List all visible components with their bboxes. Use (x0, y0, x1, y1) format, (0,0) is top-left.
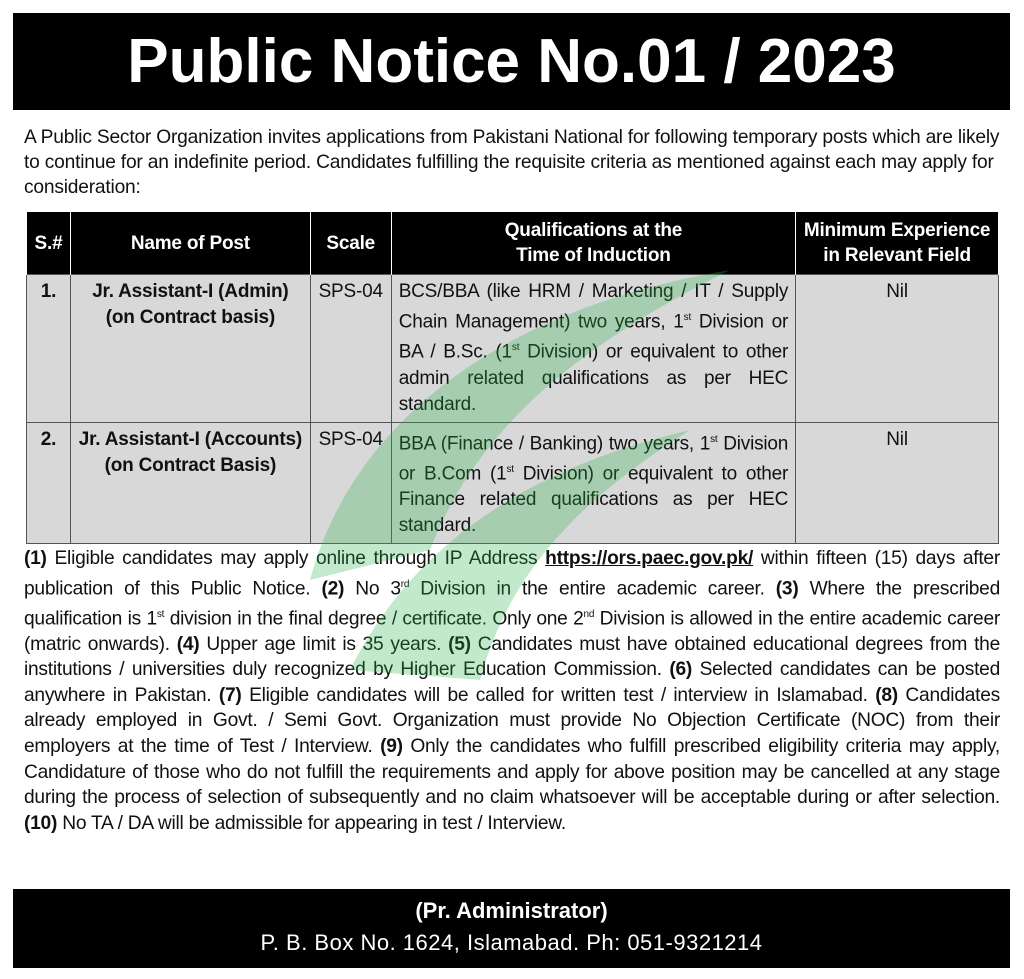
intro-paragraph: A Public Sector Organization invites applications from Pakistani National for following temporary posts which are likely to continue for an indefinite period. Candidates fulfilling the requisite criteria as mentioned against each may apply for consideration: (24, 127, 1000, 198)
condition-text: Eligible candidates will be called for written test / interview in Islamabad. (241, 684, 876, 706)
qual-text: BBA (Finance / Banking) two years, 1 (398, 432, 711, 454)
header-scale: Scale (310, 212, 391, 275)
table-row (27, 422, 999, 544)
row-experience: Nil (796, 275, 999, 423)
table-row (27, 275, 999, 423)
condition-text: Division in the entire academic career. (409, 577, 776, 599)
condition-text: within fifteen (15) days after publication of this Public Notice. (24, 548, 1000, 599)
post-name: Jr. Assistant-I (Accounts) (78, 428, 302, 450)
condition-number: (5) (448, 633, 471, 655)
header-qual-line2: Time of Induction (516, 245, 671, 266)
condition-number: (6) (669, 659, 693, 681)
condition-text: Division is allowed in the entire academic career (matric onwards). (24, 607, 1001, 655)
condition-text: No 3 (344, 577, 401, 599)
condition-text: Candidates must have obtained educational degrees from the institutions / universities duly recognized by Higher Education Commission. (24, 633, 1000, 681)
footer-admin: (Pr. Administrator) (415, 898, 608, 923)
qual-text: Division or B.Com (1 (398, 432, 789, 485)
condition-text: Candidates already employed in Govt. / Semi Govt. Organization must provide No Objection Certificate (NOC) from their employers at the time of Test / Interview. (24, 684, 1001, 757)
post-basis: (on Contract Basis) (104, 454, 277, 476)
row-post (70, 422, 310, 544)
header-sn: S.# (27, 212, 71, 275)
notice-title-bar (13, 13, 1010, 110)
condition-number: (9) (380, 735, 403, 757)
condition-number: (8) (875, 684, 898, 706)
condition-number: (10) (24, 812, 58, 834)
row-post (70, 275, 310, 423)
condition-text: Eligible candidates may apply online through IP Address (46, 548, 546, 569)
apply-url-link[interactable]: https://ors.paec.gov.pk/ (545, 548, 754, 569)
qual-text: Division) or equivalent to other admin related qualifications as per HEC standard. (398, 341, 789, 415)
table-header-row (27, 212, 999, 275)
condition-sup: rd (400, 578, 410, 590)
conditions-paragraph (24, 546, 1000, 836)
header-qualifications (391, 212, 795, 275)
qual-text: BCS/BBA (like HRM / Marketing / IT / Supply Chain Management) two years, 1 (398, 281, 789, 333)
condition-text: No TA / DA will be admissible for appearing in test / Interview. (57, 812, 566, 834)
row-scale: SPS-04 (310, 275, 391, 423)
header-exp-line1: Minimum Experience (803, 220, 991, 241)
qual-sup: st (710, 433, 718, 445)
header-qual-line1: Qualifications at the (504, 220, 683, 241)
row-qualification (391, 422, 795, 544)
qual-text: Division) or equivalent to other Finance related qualifications as per HEC standard. (398, 463, 789, 537)
qual-sup: st (506, 463, 514, 475)
condition-text: Only the candidates who fulfill prescribed eligibility criteria may apply, Candidature of those who do not fulfill the requirements and apply for above position may be cancelled at any stage during the process of selection of subsequently and no claim whatsoever will be acceptable during or after selection. (24, 735, 1000, 809)
row-scale: SPS-04 (310, 422, 391, 544)
header-post: Name of Post (70, 212, 310, 275)
condition-text: Selected candidates can be posted anywhere in Pakistan. (24, 659, 1000, 706)
header-experience (796, 212, 999, 275)
post-basis: (on Contract basis) (105, 307, 276, 328)
condition-number: (1) (24, 548, 47, 569)
condition-number: (3) (775, 577, 799, 599)
footer-bar (13, 889, 1010, 968)
condition-sup: st (156, 608, 165, 620)
condition-number: (2) (321, 577, 345, 599)
condition-sup: nd (583, 608, 595, 620)
condition-text: division in the final degree / certificate. Only one 2 (164, 607, 584, 629)
footer-address: P. B. Box No. 1624, Islamabad. Ph: 051-9321214 (260, 930, 763, 955)
qual-sup: st (683, 312, 692, 323)
header-exp-line2: in Relevant Field (823, 245, 971, 266)
condition-number: (4) (176, 633, 200, 655)
post-name: Jr. Assistant-I (Admin) (92, 281, 289, 302)
notice-title: Public Notice No.01 / 2023 (127, 27, 896, 96)
row-qualification (391, 275, 795, 423)
posts-table (26, 212, 999, 544)
qual-text: Division or BA / B.Sc. (1 (398, 311, 789, 363)
row-sn: 2. (27, 422, 71, 544)
condition-number: (7) (218, 684, 242, 706)
row-experience: Nil (796, 422, 999, 544)
condition-text: Upper age limit is 35 years. (199, 633, 449, 655)
condition-text: Where the prescribed qualification is 1 (24, 577, 1001, 629)
row-sn: 1. (27, 275, 71, 423)
qual-sup: st (511, 342, 520, 354)
